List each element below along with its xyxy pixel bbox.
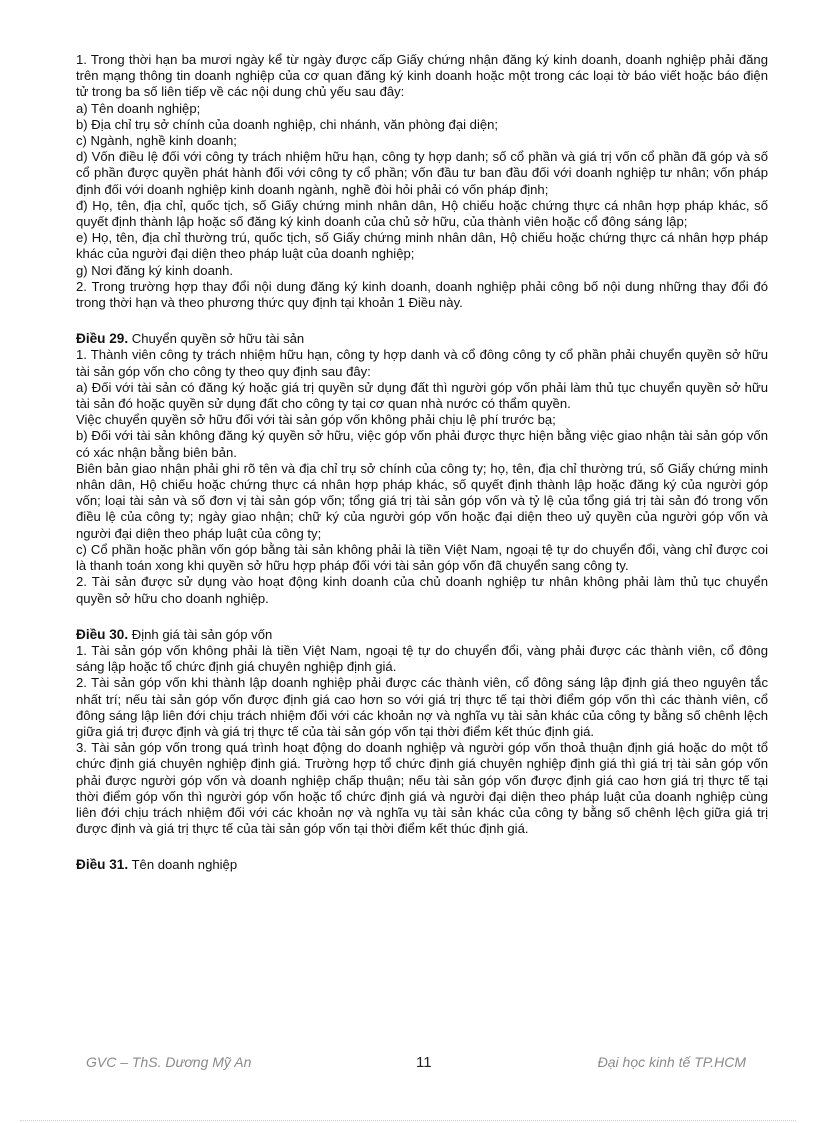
article-label: Điều 30. — [76, 626, 129, 642]
page-bottom-divider — [20, 1120, 796, 1121]
article-heading — [76, 627, 768, 643]
article-heading — [76, 331, 768, 347]
paragraph: 2. Tài sản góp vốn khi thành lập doanh nghiệp phải được các thành viên, cổ đông sáng lập định giá theo nguyên tắc nhất trí; nếu tài sản góp vốn được định giá cao hơn so với giá trị thực tế tại thời điểm góp vốn thì các thành viên, cổ đông sáng lập liên đới chịu trách nhiệm đối với các khoản nợ và nghĩa vụ tài sản khác của công ty bằng số chênh lệch giữa giá trị được định và giá trị thực tế của tài sản góp vốn tại thời điểm kết thúc định giá. — [76, 675, 768, 739]
article-title: Chuyển quyền sở hữu tài sản — [131, 331, 305, 347]
paragraph: 3. Tài sản góp vốn trong quá trình hoạt động do doanh nghiệp và người góp vốn thoả thuận định giá hoặc do một tổ chức định giá chuyên nghiệp định giá. Trường hợp tổ chức định giá chuyên nghiệp định giá thì giá trị tài sản góp vốn phải được người góp vốn và doanh nghiệp chấp thuận; nếu tài sản góp vốn được định giá cao hơn giá trị thực tế tại thời điểm góp vốn thì người góp vốn hoặc tổ chức định giá và người đại diện theo pháp luật của doanh nghiệp cùng liên đới chịu trách nhiệm đối với các khoản nợ và nghĩa vụ tài sản khác của công ty bằng số chênh lệch giữa giá trị được định và giá trị thực tế của tài sản góp vốn tại thời điểm kết thúc định giá. — [76, 740, 768, 837]
page-footer — [86, 1054, 746, 1074]
paragraph: Việc chuyển quyền sở hữu đối với tài sản góp vốn không phải chịu lệ phí trước bạ; — [76, 412, 556, 428]
list-item: c) Cổ phần hoặc phần vốn góp bằng tài sản không phải là tiền Việt Nam, ngoại tệ tự do chuyển đổi, vàng chỉ được coi là thanh toán xong khi quyền sở hữu hợp pháp đối với tài sản góp vốn đã chuyển sang công ty. — [76, 541, 768, 574]
list-item: g) Nơi đăng ký kinh doanh. — [76, 262, 234, 278]
footer-author: GVC – ThS. Dương Mỹ An — [86, 1054, 252, 1070]
list-item: c) Ngành, nghề kinh doanh; — [76, 133, 237, 149]
list-item: a) Đối với tài sản có đăng ký hoặc giá trị quyền sử dụng đất thì người góp vốn phải làm thủ tục chuyển quyền sở hữu tài sản đó hoặc quyền sử dụng đất cho công ty tại cơ quan nhà nước có thẩm quyền. — [76, 379, 768, 412]
list-item: b) Đối với tài sản không đăng ký quyền sở hữu, việc góp vốn phải được thực hiện bằng việc giao nhận tài sản góp vốn có xác nhận bằng biên bản. — [76, 428, 768, 460]
paragraph: 2. Tài sản được sử dụng vào hoạt động kinh doanh của chủ doanh nghiệp tư nhân không phải làm thủ tục chuyển quyền sở hữu cho doanh nghiệp. — [76, 574, 768, 606]
document-body — [76, 52, 768, 874]
page-number: 11 — [416, 1054, 432, 1071]
paragraph: 1. Tài sản góp vốn không phải là tiền Việt Nam, ngoại tệ tự do chuyển đổi, vàng phải được các thành viên, cổ đông sáng lập hoặc tổ chức định giá chuyên nghiệp định giá. — [76, 642, 768, 675]
article-heading — [76, 857, 768, 873]
paragraph: 2. Trong trường hợp thay đổi nội dung đăng ký kinh doanh, doanh nghiệp phải công bố nội dung những thay đổi đó trong thời hạn và theo phương thức quy định tại khoản 1 Điều này. — [76, 278, 768, 311]
paragraph: 1. Thành viên công ty trách nhiệm hữu hạn, công ty hợp danh và cổ đông công ty cổ phần phải chuyển quyền sở hữu tài sản góp vốn cho công ty theo quy định sau đây: — [76, 347, 768, 379]
list-item: b) Địa chỉ trụ sở chính của doanh nghiệp, chi nhánh, văn phòng đại diện; — [76, 116, 499, 132]
list-item: a) Tên doanh nghiệp; — [76, 100, 201, 116]
article-label: Điều 29. — [76, 331, 129, 347]
paragraph: Biên bản giao nhận phải ghi rõ tên và địa chỉ trụ sở chính của công ty; họ, tên, địa chỉ thường trú, số Giấy chứng minh nhân dân, Hộ chiếu hoặc chứng thực cá nhân hợp pháp khác, số quyết định thành lập hoặc đăng ký của người góp vốn; loại tài sản và số đơn vị tài sản góp vốn; tổng giá trị tài sản góp vốn và tỷ lệ của tổng giá trị tài sản đó trong vốn điều lệ của công ty; ngày giao nhận; chữ ký của người góp vốn hoặc đại diện theo uỷ quyền của người góp vốn và người đại diện theo pháp luật của công ty; — [76, 460, 768, 541]
list-item: e) Họ, tên, địa chỉ thường trú, quốc tịch, số Giấy chứng minh nhân dân, Hộ chiếu hoặc chứng thực cá nhân hợp pháp khác của người đại diện theo pháp luật của doanh nghiệp; — [76, 230, 768, 262]
paragraph: 1. Trong thời hạn ba mươi ngày kể từ ngày được cấp Giấy chứng nhận đăng ký kinh doanh, doanh nghiệp phải đăng trên mạng thông tin doanh nghiệp của cơ quan đăng ký kinh doanh hoặc một trong các loại tờ báo viết hoặc báo điện tử trong ba số liên tiếp về các nội dung chủ yếu sau đây: — [76, 52, 768, 100]
list-item: d) Vốn điều lệ đối với công ty trách nhiệm hữu hạn, công ty hợp danh; số cổ phần và giá trị vốn cổ phần đã góp và số cổ phần được quyền phát hành đối với công ty cổ phần; vốn đầu tư ban đầu đối với doanh nghiệp tư nhân; vốn pháp định đối với doanh nghiệp kinh doanh ngành, nghề đòi hỏi phải có vốn pháp định; — [76, 149, 768, 197]
article-title: Định giá tài sản góp vốn — [131, 626, 273, 642]
article-label: Điều 31. — [76, 857, 129, 873]
list-item: đ) Họ, tên, địa chỉ, quốc tịch, số Giấy chứng minh nhân dân, Hộ chiếu hoặc chứng thực cá nhân hợp pháp khác, số quyết định thành lập hoặc số đăng ký kinh doanh của chủ sở hữu, của thành viên hoặc cổ đông sáng lập; — [76, 197, 768, 230]
article-title: Tên doanh nghiệp — [131, 857, 238, 873]
footer-school: Đại học kinh tế TP.HCM — [597, 1054, 746, 1070]
